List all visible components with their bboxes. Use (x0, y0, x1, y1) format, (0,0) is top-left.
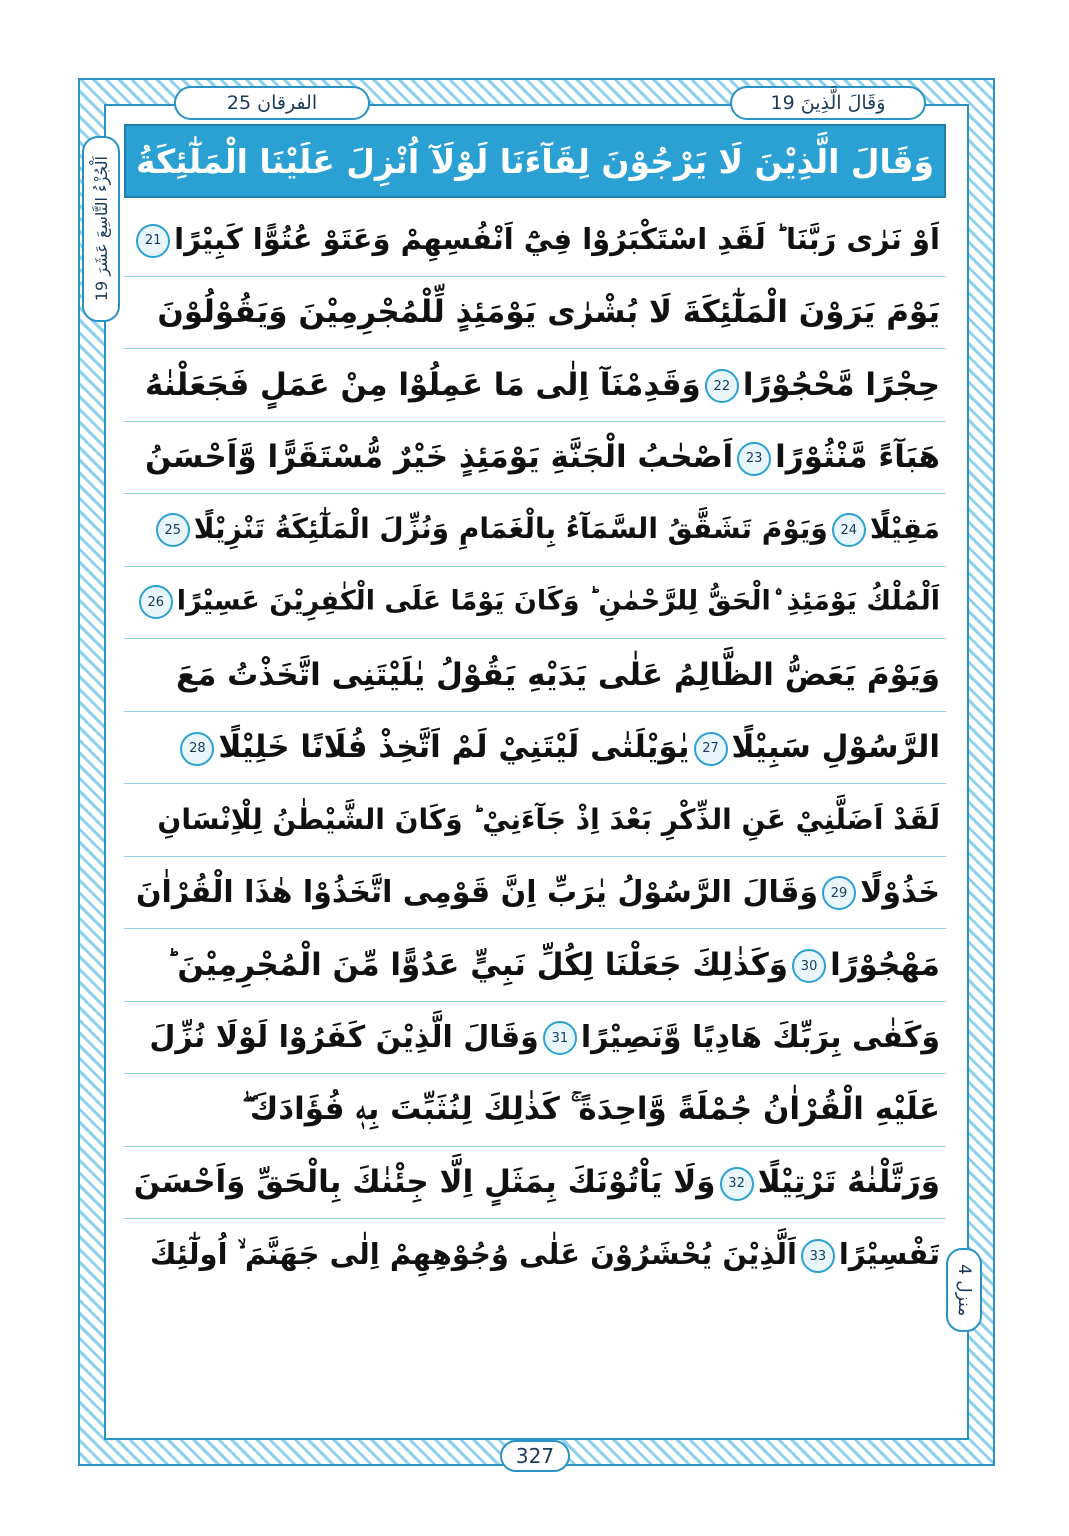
verse-line (124, 494, 946, 567)
ayah-marker: 28 (180, 732, 214, 766)
verse-text: عَلَيْهِ الْقُرْاٰنُ جُمْلَةً وَّاحِدَةً ۚ كَذٰلِكَ لِنُثَبِّتَ بِهٖ فُؤَادَكَ ۖ (242, 1091, 940, 1128)
verse-line (124, 277, 946, 350)
juz-text: اَلْجُزْءُ التَّاسِعَ عَشَرَ 19 (91, 156, 111, 302)
ayah-marker: 26 (139, 585, 173, 619)
ayah-marker: 31 (543, 1021, 577, 1055)
verse-text: خَذُوْلًا29وَقَالَ الرَّسُوْلُ يٰرَبِّ اِنَّ قَوْمِى اتَّخَذُوْا هٰذَا الْقُرْاٰنَ (135, 874, 940, 910)
para-name-tab (730, 86, 926, 120)
ayah-marker: 24 (832, 513, 866, 547)
surah-name-tab (174, 86, 370, 120)
page-number-badge (500, 1440, 570, 1472)
ayah-marker: 23 (737, 442, 771, 476)
ayah-marker: 29 (822, 876, 856, 910)
verse-line (124, 204, 946, 277)
verse-line (124, 1147, 946, 1220)
verse-text: الرَّسُوْلِ سَبِيْلًا27يٰوَيْلَتٰى لَيْتَنِيْ لَمْ اَتَّخِذْ فُلَانًا خَلِيْلًا28 (176, 729, 940, 766)
verse-line (124, 1074, 946, 1147)
verse-text: لَقَدْ اَضَلَّنِيْ عَنِ الذِّكْرِ بَعْدَ اِذْ جَآءَنِيْ ؕ وَكَانَ الشَّيْطٰنُ لِلْاِنْسَانِ (157, 803, 940, 837)
verse-text: هَبَآءً مَّنْثُوْرًا23اَصْحٰبُ الْجَنَّةِ يَوْمَئِذٍ خَيْرٌ مُّسْتَقَرًّا وَّاَحْسَنُ (144, 439, 940, 475)
banner-text: وَقَالَ الَّذِيْنَ لَا يَرْجُوْنَ لِقَآءَنَا لَوْلَآ اُنْزِلَ عَلَيْنَا الْمَلٰٓئِكَةُ (135, 141, 935, 181)
verse-text: اَلْمُلْكُ يَوْمَئِذِ ۨالْحَقُّ لِلرَّحْمٰنِ ؕ وَكَانَ يَوْمًا عَلَى الْكٰفِرِيْنَ عَسِيْرًا26 (135, 585, 940, 619)
verse-text: مَقِيْلًا24وَيَوْمَ تَشَقَّقُ السَّمَآءُ بِالْغَمَامِ وَنُزِّلَ الْمَلٰٓئِكَةُ تَنْزِيْلًا25 (152, 512, 940, 547)
ayah-marker: 32 (720, 1167, 754, 1201)
page-number: 327 (515, 1444, 555, 1468)
verse-line (124, 712, 946, 785)
verse-line (124, 422, 946, 495)
ayah-marker: 30 (792, 949, 826, 983)
ayah-marker: 25 (156, 513, 190, 547)
verse-line (124, 567, 946, 640)
verse-line (124, 1002, 946, 1075)
ayah-marker: 21 (136, 224, 170, 258)
verse-line (124, 349, 946, 422)
manzil-label (946, 1248, 982, 1332)
verse-line (124, 784, 946, 857)
verse-text: مَهْجُوْرًا30وَكَذٰلِكَ جَعَلْنَا لِكُلِّ نَبِيٍّ عَدُوًّا مِّنَ الْمُجْرِمِيْنَ ؕ (166, 946, 940, 983)
verse-text: يَوْمَ يَرَوْنَ الْمَلٰٓئِكَةَ لَا بُشْرٰى يَوْمَئِذٍ لِّلْمُجْرِمِيْنَ وَيَقُوْلُوْنَ (157, 294, 940, 331)
verse-text: وَيَوْمَ يَعَضُّ الظَّالِمُ عَلٰى يَدَيْهِ يَقُوْلُ يٰلَيْتَنِى اتَّخَذْتُ مَعَ (175, 656, 940, 693)
verse-text: وَرَتَّلْنٰهُ تَرْتِيْلًا32وَلَا يَاْتُوْنَكَ بِمَثَلٍ اِلَّا جِئْنٰكَ بِالْحَقِّ وَاَحْسَنَ (133, 1164, 940, 1200)
ayah-marker: 33 (801, 1239, 835, 1273)
para-name: وَقَالَ الَّذِينَ 19 (770, 92, 886, 114)
ayah-marker: 27 (694, 732, 728, 766)
verse-line (124, 639, 946, 712)
verse-text: حِجْرًا مَّحْجُوْرًا22وَقَدِمْنَآ اِلٰى مَا عَمِلُوْا مِنْ عَمَلٍ فَجَعَلْنٰهُ (145, 366, 940, 403)
manzil-text: منزل 4 (954, 1263, 974, 1317)
verse-text: اَوْ نَرٰى رَبَّنَا ؕ لَقَدِ اسْتَكْبَرُوْا فِيْٓ اَنْفُسِهِمْ وَعَتَوْ عُتُوًّا كَبِيْرًا21 (132, 222, 940, 258)
verse-text: وَكَفٰى بِرَبِّكَ هَادِيًا وَّنَصِيْرًا31وَقَالَ الَّذِيْنَ كَفَرُوْا لَوْلَا نُزِّلَ (149, 1019, 940, 1055)
verse-line (124, 929, 946, 1002)
surah-name: الفرقان 25 (226, 92, 318, 114)
verse-line (124, 857, 946, 930)
juz-label (82, 136, 120, 322)
verse-line (124, 1219, 946, 1292)
verse-lines (124, 204, 946, 1292)
verse-text: تَفْسِيْرًا33اَلَّذِيْنَ يُحْشَرُوْنَ عَلٰى وُجُوْهِهِمْ اِلٰى جَهَنَّمَ ۙ اُولٰٓئِكَ (149, 1237, 940, 1272)
ayah-marker: 22 (705, 369, 739, 403)
title-banner (124, 124, 946, 198)
